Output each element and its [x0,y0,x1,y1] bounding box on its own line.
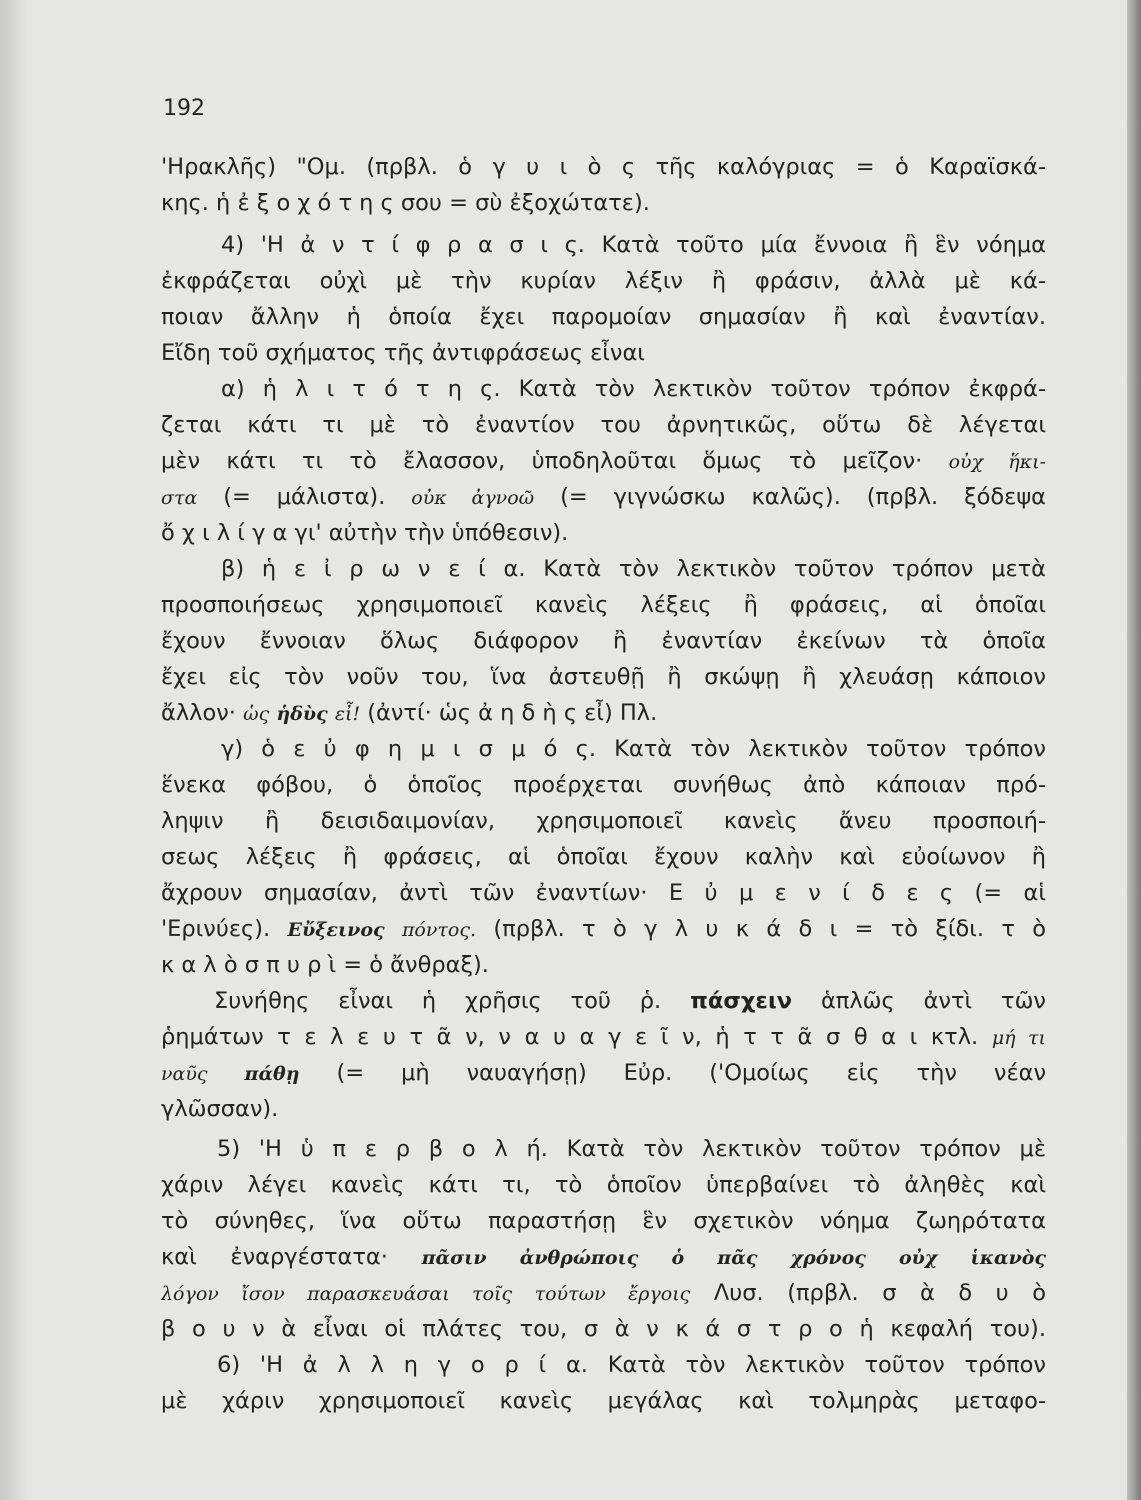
text-run: καὶ ἐναργέστατα· [161,1244,388,1270]
text-line: 4) 'Η ἀ ν τ ί φ ρ α σ ι ς. Κατὰ τοῦτο μία ἔννοια ἢ ἓν νόημα [221,232,1046,258]
text-line: ζεται κάτι τι μὲ τὸ ἐναντίον του ἀρνητικῶς, οὕτω δὲ λέγεται [161,412,1046,438]
text-line [161,1242,1046,1272]
text-run: (= μάλιστα). [223,484,386,510]
italic-quote: εἶ! [334,703,361,725]
text-run: Συνήθης εἶναι ἡ χρῆσις τοῦ ῥ. [214,988,662,1014]
italic-quote: οὐκ ἀγνοῶ [411,487,535,509]
text-run: ῥημάτων τ ε λ ε υ τ ᾶ ν, ν α υ α γ ε ῖ ν, ἡ τ τ ᾶ σ θ α ι κτλ. [161,1024,979,1050]
text-line: ἕνεκα φόβου, ὁ ὁποῖος προέρχεται συνήθως ἀπὸ κάποιαν πρό- [161,772,1046,798]
text-line: β ο υ ν ὰ εἶναι οἱ πλάτες του, σ ὰ ν κ ά σ τ ρ ο ἡ κεφαλή του). [161,1316,1046,1342]
text-line [161,1022,1046,1052]
text-line: α) ἡ λ ι τ ό τ η ς. Κατὰ τὸν λεκτικὸν τοῦτον τρόπον ἐκφρά- [221,376,1046,402]
text-line: χάριν λέγει κανεὶς κάτι τι, τὸ ὁποῖον ὑπερβαίνει τὸ ἀληθὲς καὶ [161,1172,1046,1198]
italic-quote: πόντος. [401,919,477,941]
text-run: ἄλλον· [161,700,236,726]
italic-quote: ναῦς [161,1063,208,1085]
text-line: ἄχρουν σημασίαν, ἀντὶ τῶν ἐναντίων· Ε ὐ μ ε ν ί δ ε ς (= αἱ [161,880,1046,906]
text-run: (= μὴ ναυαγήσῃ) Εὐρ. ('Ομοίως εἰς τὴν νέαν [336,1060,1046,1086]
text-line [214,986,1046,1016]
text-line [161,482,1046,512]
text-line: ὄ χ ι λ ί γ α γι' αὐτὴν τὴν ὑπόθεσιν). [161,520,569,546]
page-number: 192 [163,96,205,121]
text-line: ἔχει εἰς τὸν νοῦν του, ἵνα ἀστευθῇ ἢ σκώψῃ ἢ χλευάσῃ κάποιον [161,664,1046,690]
text-run: (= γιγνώσκω καλῶς). (πρβλ. ξόδεψα [560,484,1046,510]
text-line [161,446,1046,476]
text-line: ἐκφράζεται οὐχὶ μὲ τὴν κυρίαν λέξιν ἢ φράσιν, ἀλλὰ μὲ κά- [161,268,1046,294]
text-line [161,1058,1046,1088]
text-line: κ α λ ὸ σ π υ ρ ὶ = ὁ ἄνθραξ). [161,952,489,978]
text-run: 'Ερινύες). [161,916,271,942]
text-line: ἔχουν ἔννοιαν ὅλως διάφορον ἢ ἐναντίαν ἐκείνων τὰ ὁποῖα [161,628,1046,654]
bold-italic-quote: πᾶσιν ἀνθρώποις ὁ πᾶς χρόνος οὐχ ἱκανὸς [421,1247,1046,1269]
text-run: (ἀντί· ὡς ἀ η δ ὴ ς εἶ) Πλ. [367,700,658,726]
text-line: 'Ηρακλῆς) "Ομ. (πρβλ. ὁ γ υ ι ὸ ς τῆς καλόγριας = ὁ Καραϊσκά- [161,154,1046,180]
text-run: Λυσ. (πρβλ. σ ὰ δ υ ὸ [713,1280,1046,1306]
text-line [161,698,657,728]
italic-quote: οὐχ ἥκι- [948,451,1046,473]
text-line: σεως λέξεις ἢ φράσεις, αἱ ὁποῖαι ἔχουν καλὴν καὶ εὐοίωνον ἢ [161,844,1046,870]
text-line: μὲ χάριν χρησιμοποιεῖ κανεὶς μεγάλας καὶ τολμηρὰς μεταφο- [161,1388,1046,1414]
italic-quote: μή τι [991,1027,1046,1049]
text-line: προσποιήσεως χρησιμοποιεῖ κανεὶς λέξεις ἢ φράσεις, αἱ ὁποῖαι [161,592,1046,618]
text-line: γ) ὁ ε ὐ φ η μ ι σ μ ό ς. Κατὰ τὸν λεκτικὸν τοῦτον τρόπον [221,736,1046,762]
text-line: 5) 'Η ὑ π ε ρ β ο λ ή. Κατὰ τὸν λεκτικὸν τοῦτον τρόπον μὲ [217,1136,1046,1162]
page-edge [1127,0,1141,1500]
text-run: ἁπλῶς ἀντὶ τῶν [820,988,1046,1014]
text-run: (πρβλ. τ ὸ γ λ υ κ ά δ ι = τὸ ξίδι. τ ὸ [493,916,1046,942]
text-line: τὸ σύνηθες, ἵνα οὕτω παραστήσῃ ἓν σχετικὸν νόημα ζωηρότατα [161,1208,1046,1234]
text-line [161,1278,1046,1308]
text-line: κης. ἡ ἐ ξ ο χ ό τ η ς σου = σὺ ἐξοχώτατε). [161,190,650,216]
text-run: μὲν κάτι τι τὸ ἔλασσον, ὑποδηλοῦται ὅμως τὸ μεῖζον· [161,448,923,474]
bold-italic-quote: Εὔξεινος [287,919,385,941]
bold-italic-quote: πάθῃ [244,1063,300,1085]
italic-quote: λόγον ἴσον παρασκευάσαι τοῖς τούτων ἔργοις [161,1283,691,1305]
text-line: γλῶσσαν). [161,1096,279,1122]
text-line: ληψιν ἢ δεισιδαιμονίαν, χρησιμοποιεῖ κανεὶς ἄνευ προσποιή- [161,808,1046,834]
text-line [161,914,1046,944]
bold-word: πάσχειν [690,988,793,1014]
text-line: Εἴδη τοῦ σχήματος τῆς ἀντιφράσεως εἶναι [161,340,645,366]
italic-quote: στα [161,487,198,509]
bold-italic-quote: ἡδὺς [276,703,328,725]
text-line: β) ἡ ε ἰ ρ ω ν ε ί α. Κατὰ τὸν λεκτικὸν τοῦτον τρόπον μετὰ [221,556,1046,582]
text-line: ποιαν ἄλλην ἡ ὁποία ἔχει παρομοίαν σημασίαν ἢ καὶ ἐναντίαν. [161,304,1046,330]
text-line: 6) 'Η ἀ λ λ η γ ο ρ ί α. Κατὰ τὸν λεκτικὸν τοῦτον τρόπον [217,1352,1046,1378]
italic-quote: ὡς [243,703,270,725]
